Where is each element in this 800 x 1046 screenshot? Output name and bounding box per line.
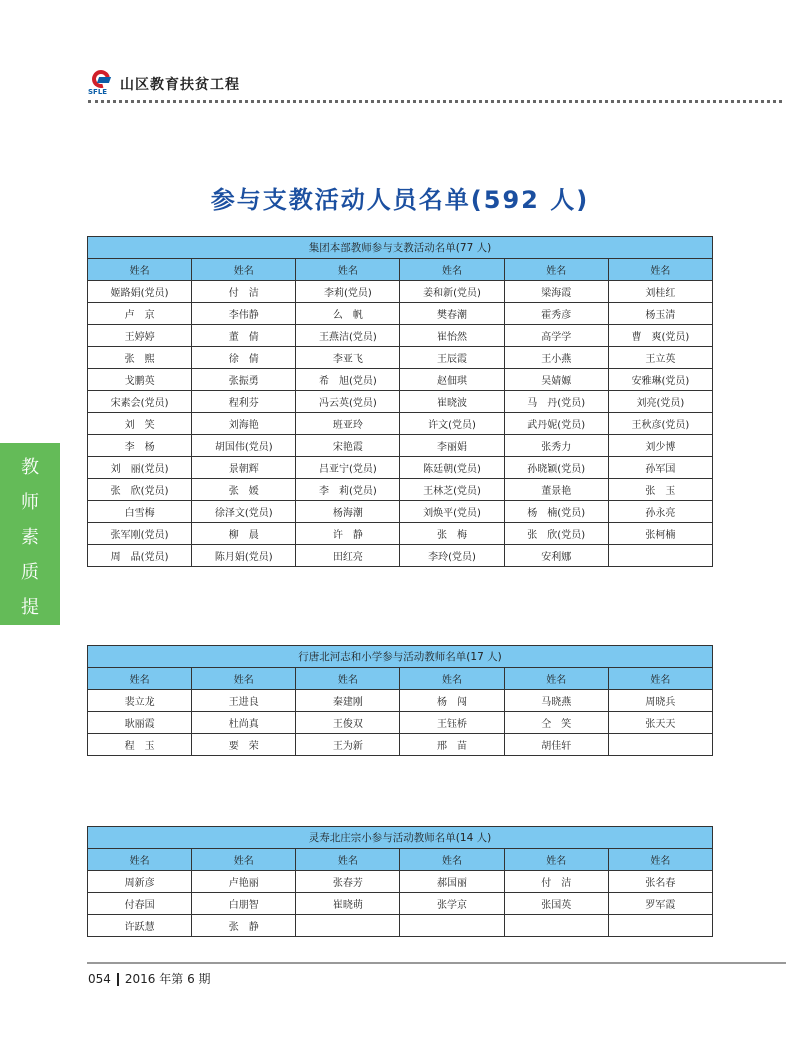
footer-divider [87, 962, 786, 964]
column-header: 姓名 [400, 259, 504, 281]
name-cell: 樊春潮 [400, 303, 504, 325]
header-divider [88, 100, 782, 103]
column-header: 姓名 [400, 668, 504, 690]
name-cell: 王为新 [296, 734, 400, 756]
table-row [88, 303, 713, 325]
name-cell: 许文(党员) [400, 413, 504, 435]
table-row [88, 734, 713, 756]
name-cell: 刘海艳 [192, 413, 296, 435]
name-cell: 李莉(党员) [296, 281, 400, 303]
name-cell: 柳 晨 [192, 523, 296, 545]
column-header: 姓名 [296, 849, 400, 871]
name-cell: 张 静 [192, 915, 296, 937]
name-cell: 王立英 [608, 347, 712, 369]
name-cell: 张 欣(党员) [504, 523, 608, 545]
table-caption: 集团本部教师参与支教活动名单(77 人) [88, 237, 713, 259]
name-cell [296, 915, 400, 937]
name-cell: 赵佃琪 [400, 369, 504, 391]
name-cell: 李伟静 [192, 303, 296, 325]
issue-label: 2016 年第 6 期 [124, 972, 211, 986]
name-cell: 张振勇 [192, 369, 296, 391]
name-cell: 李 杨 [88, 435, 192, 457]
name-cell: 张春芳 [296, 871, 400, 893]
name-cell: 崔晓波 [400, 391, 504, 413]
table-row [88, 915, 713, 937]
name-cell: 周 晶(党员) [88, 545, 192, 567]
column-header: 姓名 [296, 259, 400, 281]
column-header: 姓名 [192, 668, 296, 690]
name-cell: 希 旭(党员) [296, 369, 400, 391]
name-cell: 李亚飞 [296, 347, 400, 369]
name-cell: 邢 苗 [400, 734, 504, 756]
name-cell: 刘 笑 [88, 413, 192, 435]
column-header: 姓名 [192, 849, 296, 871]
column-header: 姓名 [608, 259, 712, 281]
name-cell: 王婷婷 [88, 325, 192, 347]
name-cell: 杨玉清 [608, 303, 712, 325]
name-cell: 孙军国 [608, 457, 712, 479]
name-cell: 安雅琳(党员) [608, 369, 712, 391]
name-cell: 杨 楠(党员) [504, 501, 608, 523]
name-cell: 王林芝(党员) [400, 479, 504, 501]
name-cell: 张 玉 [608, 479, 712, 501]
table-row [88, 690, 713, 712]
table-row [88, 413, 713, 435]
name-cell: 耿丽霞 [88, 712, 192, 734]
name-cell: 胡佳轩 [504, 734, 608, 756]
name-cell: 张国英 [504, 893, 608, 915]
name-cell: 许 静 [296, 523, 400, 545]
name-cell: 崔晓萌 [296, 893, 400, 915]
column-header: 姓名 [88, 849, 192, 871]
column-header: 姓名 [504, 668, 608, 690]
name-cell: 张学京 [400, 893, 504, 915]
table-row [88, 479, 713, 501]
name-cell: 安利娜 [504, 545, 608, 567]
name-cell: 刘桂红 [608, 281, 712, 303]
column-header: 姓名 [504, 849, 608, 871]
name-cell: 班亚玲 [296, 413, 400, 435]
name-cell: 卢 京 [88, 303, 192, 325]
name-cell: 吴婧嫄 [504, 369, 608, 391]
name-cell: 李玲(党员) [400, 545, 504, 567]
column-header: 姓名 [400, 849, 504, 871]
name-cell: 王俊双 [296, 712, 400, 734]
name-cell: 宋艳霞 [296, 435, 400, 457]
name-cell: 卢艳丽 [192, 871, 296, 893]
name-cell: 王小燕 [504, 347, 608, 369]
name-cell: 程 玉 [88, 734, 192, 756]
table-caption: 行唐北河志和小学参与活动教师名单(17 人) [88, 646, 713, 668]
page-number: 054 [88, 972, 111, 986]
name-cell: 陈月娟(党员) [192, 545, 296, 567]
name-cell: 张名春 [608, 871, 712, 893]
name-cell: 程利芬 [192, 391, 296, 413]
name-cell: 杨 闯 [400, 690, 504, 712]
name-cell: 杨海潮 [296, 501, 400, 523]
name-cell: 陈廷朝(党员) [400, 457, 504, 479]
name-cell: 罗军霞 [608, 893, 712, 915]
table-row [88, 347, 713, 369]
name-cell: 宋素会(党员) [88, 391, 192, 413]
name-cell: 王辰霞 [400, 347, 504, 369]
column-header: 姓名 [296, 668, 400, 690]
name-cell: 曹 爽(党员) [608, 325, 712, 347]
name-cell: 马 丹(党员) [504, 391, 608, 413]
page-footer [88, 970, 211, 987]
table-group-hq [87, 236, 713, 567]
name-cell: 景朝辉 [192, 457, 296, 479]
table-row [88, 435, 713, 457]
name-cell: 张 欣(党员) [88, 479, 192, 501]
name-cell: 么 帆 [296, 303, 400, 325]
name-cell: 张军刚(党员) [88, 523, 192, 545]
name-cell: 刘亮(党员) [608, 391, 712, 413]
table-row [88, 325, 713, 347]
sfle-logo: SFLE [88, 70, 116, 98]
column-header: 姓名 [608, 849, 712, 871]
table-row [88, 369, 713, 391]
name-cell [608, 545, 712, 567]
table-row [88, 281, 713, 303]
name-cell: 崔怡然 [400, 325, 504, 347]
name-cell: 王进良 [192, 690, 296, 712]
name-cell: 田红亮 [296, 545, 400, 567]
side-tab-label: 教 师 素 质 提 升 工 程 [21, 457, 39, 723]
name-cell: 张天天 [608, 712, 712, 734]
name-cell: 张 媛 [192, 479, 296, 501]
table-row [88, 871, 713, 893]
table-row [88, 391, 713, 413]
page-title: 参与支教活动人员名单(592 人) [210, 186, 590, 214]
name-cell: 马晓燕 [504, 690, 608, 712]
table-row [88, 893, 713, 915]
name-cell: 杜尚真 [192, 712, 296, 734]
column-header: 姓名 [88, 259, 192, 281]
name-cell: 董景艳 [504, 479, 608, 501]
name-cell: 戈鹏英 [88, 369, 192, 391]
table-xingtang [87, 645, 713, 756]
name-cell: 王秋彦(党员) [608, 413, 712, 435]
name-cell: 张 熙 [88, 347, 192, 369]
name-cell: 孙晓颖(党员) [504, 457, 608, 479]
table-lingshou [87, 826, 713, 937]
name-cell: 王燕洁(党员) [296, 325, 400, 347]
side-tab [0, 443, 60, 723]
name-cell: 付春国 [88, 893, 192, 915]
column-header: 姓名 [608, 668, 712, 690]
name-cell: 武丹妮(党员) [504, 413, 608, 435]
name-cell: 刘少博 [608, 435, 712, 457]
name-cell: 刘焕平(党员) [400, 501, 504, 523]
name-cell: 孙永亮 [608, 501, 712, 523]
table-row [88, 501, 713, 523]
name-cell: 付 洁 [504, 871, 608, 893]
table-row [88, 712, 713, 734]
name-cell: 吕亚宁(党员) [296, 457, 400, 479]
column-header: 姓名 [504, 259, 608, 281]
name-cell: 张 梅 [400, 523, 504, 545]
name-cell: 要 荣 [192, 734, 296, 756]
name-cell: 梁海霞 [504, 281, 608, 303]
name-cell [608, 915, 712, 937]
table-caption: 灵寿北庄宗小参与活动教师名单(14 人) [88, 827, 713, 849]
name-cell: 冯云英(党员) [296, 391, 400, 413]
name-cell: 仝 笑 [504, 712, 608, 734]
name-cell: 周晓兵 [608, 690, 712, 712]
name-cell: 许跃慧 [88, 915, 192, 937]
name-cell: 胡国伟(党员) [192, 435, 296, 457]
name-cell: 董 倩 [192, 325, 296, 347]
name-cell: 徐泽文(党员) [192, 501, 296, 523]
name-cell: 李丽娟 [400, 435, 504, 457]
name-cell: 裴立龙 [88, 690, 192, 712]
name-cell: 姬路娟(党员) [88, 281, 192, 303]
name-cell: 李 莉(党员) [296, 479, 400, 501]
name-cell [400, 915, 504, 937]
name-cell: 霍秀彦 [504, 303, 608, 325]
table-row [88, 545, 713, 567]
site-name: 山区教育扶贫工程 [120, 77, 240, 93]
column-header: 姓名 [192, 259, 296, 281]
name-cell: 张秀力 [504, 435, 608, 457]
name-cell: 秦建刚 [296, 690, 400, 712]
name-cell: 姜和新(党员) [400, 281, 504, 303]
name-cell: 白朋智 [192, 893, 296, 915]
column-header: 姓名 [88, 668, 192, 690]
name-cell: 白雪梅 [88, 501, 192, 523]
name-cell: 付 洁 [192, 281, 296, 303]
page-header [88, 70, 240, 98]
name-cell: 周新彦 [88, 871, 192, 893]
name-cell: 王钰桥 [400, 712, 504, 734]
name-cell: 张柯楠 [608, 523, 712, 545]
name-cell [504, 915, 608, 937]
name-cell: 郝国丽 [400, 871, 504, 893]
name-cell: 徐 倩 [192, 347, 296, 369]
name-cell: 刘 丽(党员) [88, 457, 192, 479]
name-cell [608, 734, 712, 756]
table-row [88, 457, 713, 479]
table-row [88, 523, 713, 545]
name-cell: 高学学 [504, 325, 608, 347]
